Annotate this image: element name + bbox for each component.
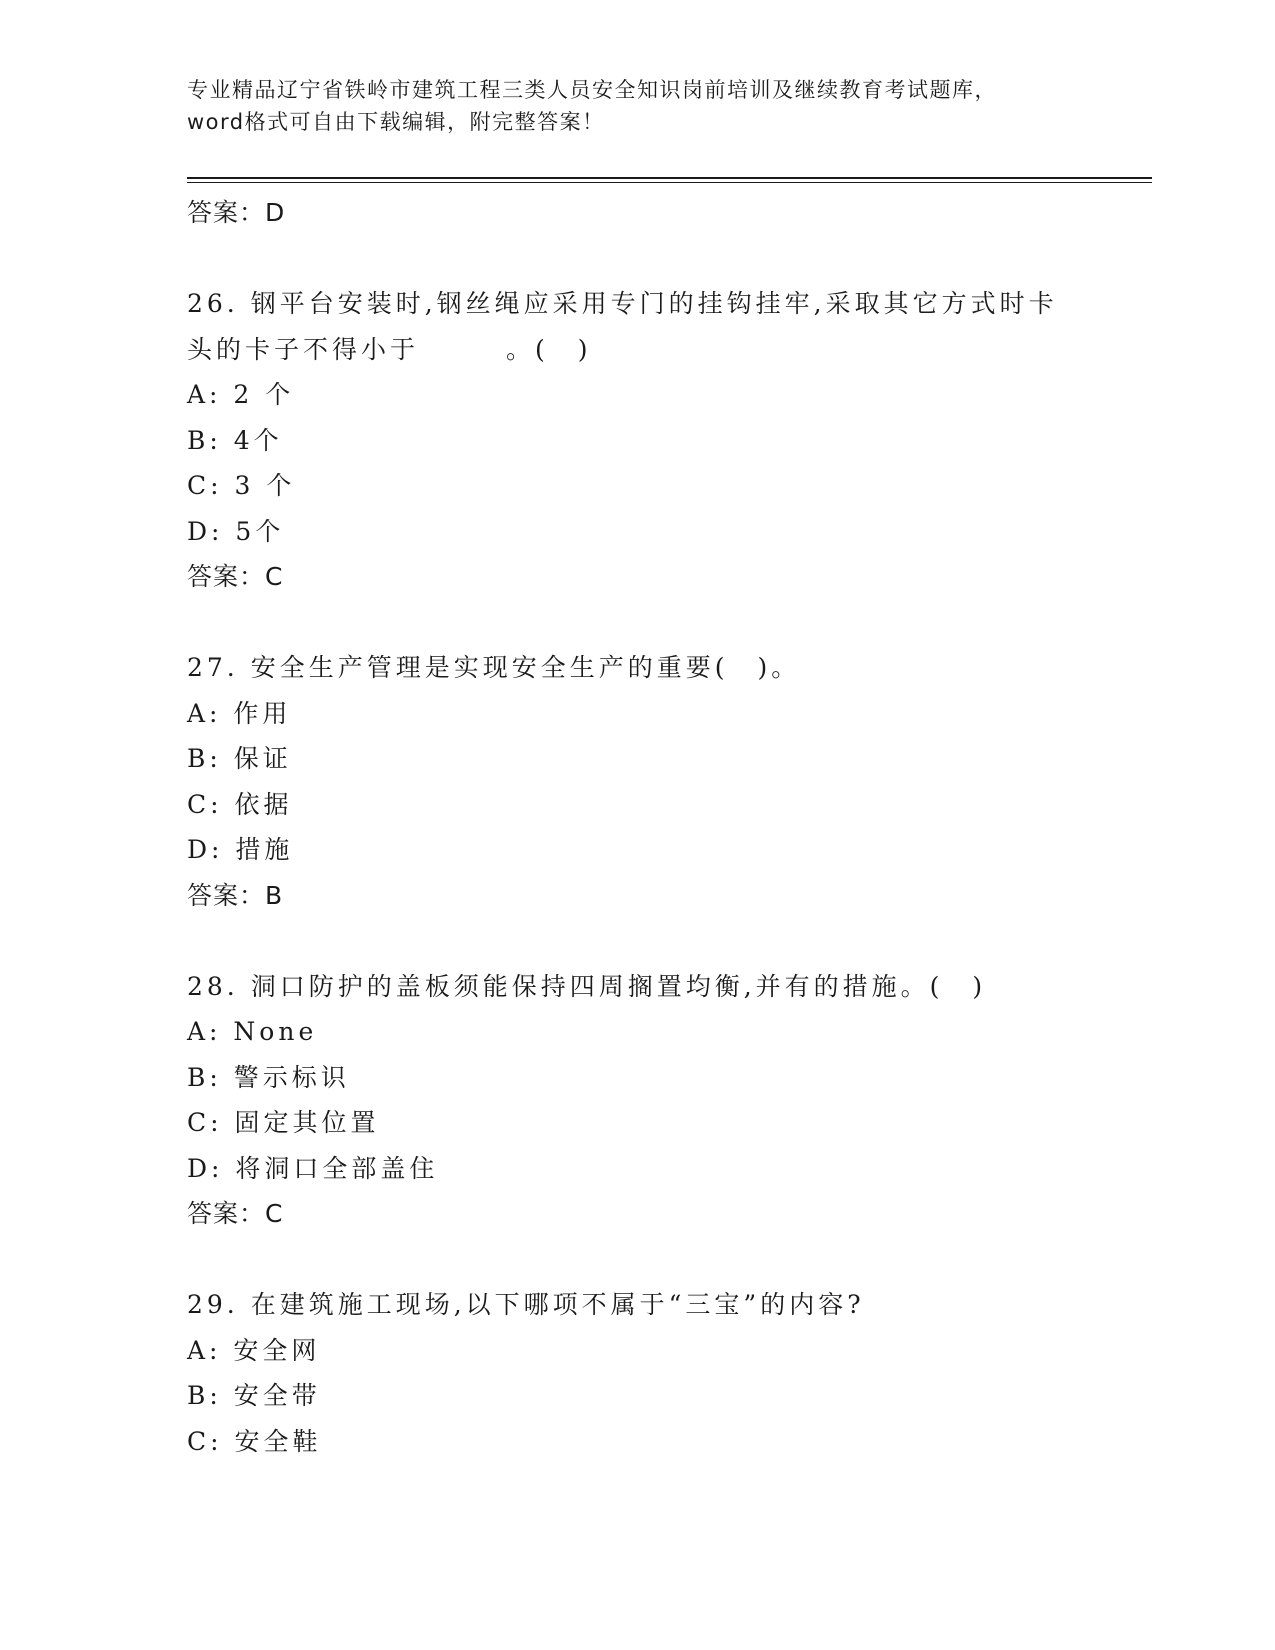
question-title-cont: 头的卡子不得小于 。( ) — [187, 334, 592, 364]
option-d: D: 5个 — [187, 516, 285, 546]
question-29 — [187, 1282, 1147, 1464]
option-d: D: 将洞口全部盖住 — [187, 1153, 439, 1183]
question-list — [187, 190, 1147, 1464]
question-28 — [187, 964, 1147, 1237]
question-title: 28. 洞口防护的盖板须能保持四周搁置均衡,并有的措施。( ) — [187, 971, 987, 1001]
option-c: C: 依据 — [187, 789, 293, 819]
option-c: C: 3 个 — [187, 471, 296, 500]
spacer — [187, 600, 1147, 646]
answer-previous: 答案：D — [187, 198, 286, 227]
option-a: A: 安全网 — [187, 1335, 321, 1365]
answer: 答案：C — [187, 1199, 284, 1228]
question-26 — [187, 281, 1147, 600]
option-d: D: 措施 — [187, 835, 294, 864]
spacer — [187, 918, 1147, 964]
question-title: 29. 在建筑施工现场,以下哪项不属于“三宝”的内容? — [187, 1290, 865, 1319]
option-a: A: 2 个 — [187, 380, 295, 409]
header-line-2: word格式可自由下载编辑，附完整答案！ — [187, 110, 605, 134]
option-a: A: 作用 — [187, 698, 292, 728]
spacer — [187, 236, 1147, 282]
option-b: B: 安全带 — [187, 1381, 321, 1410]
option-b: B: 4个 — [187, 425, 283, 455]
option-c: C: 固定其位置 — [187, 1108, 380, 1137]
header-divider-thick — [187, 177, 1152, 179]
option-a: A: None — [187, 1017, 318, 1046]
option-b: B: 保证 — [187, 744, 292, 773]
answer: 答案：B — [187, 880, 284, 910]
question-title: 26. 钢平台安装时,钢丝绳应采用专门的挂钩挂牢,采取其它方式时卡 — [187, 289, 1058, 318]
header-line-1: 专业精品辽宁省铁岭市建筑工程三类人员安全知识岗前培训及继续教育考试题库， — [187, 78, 997, 102]
document-header — [187, 74, 1087, 138]
option-b: B: 警示标识 — [187, 1062, 350, 1092]
option-c: C: 安全鞋 — [187, 1426, 322, 1456]
header-divider-thin — [187, 182, 1152, 183]
question-27 — [187, 645, 1147, 918]
question-title: 27. 安全生产管理是实现安全生产的重要( )。 — [187, 653, 801, 682]
spacer — [187, 1237, 1147, 1283]
answer: 答案：C — [187, 562, 284, 591]
